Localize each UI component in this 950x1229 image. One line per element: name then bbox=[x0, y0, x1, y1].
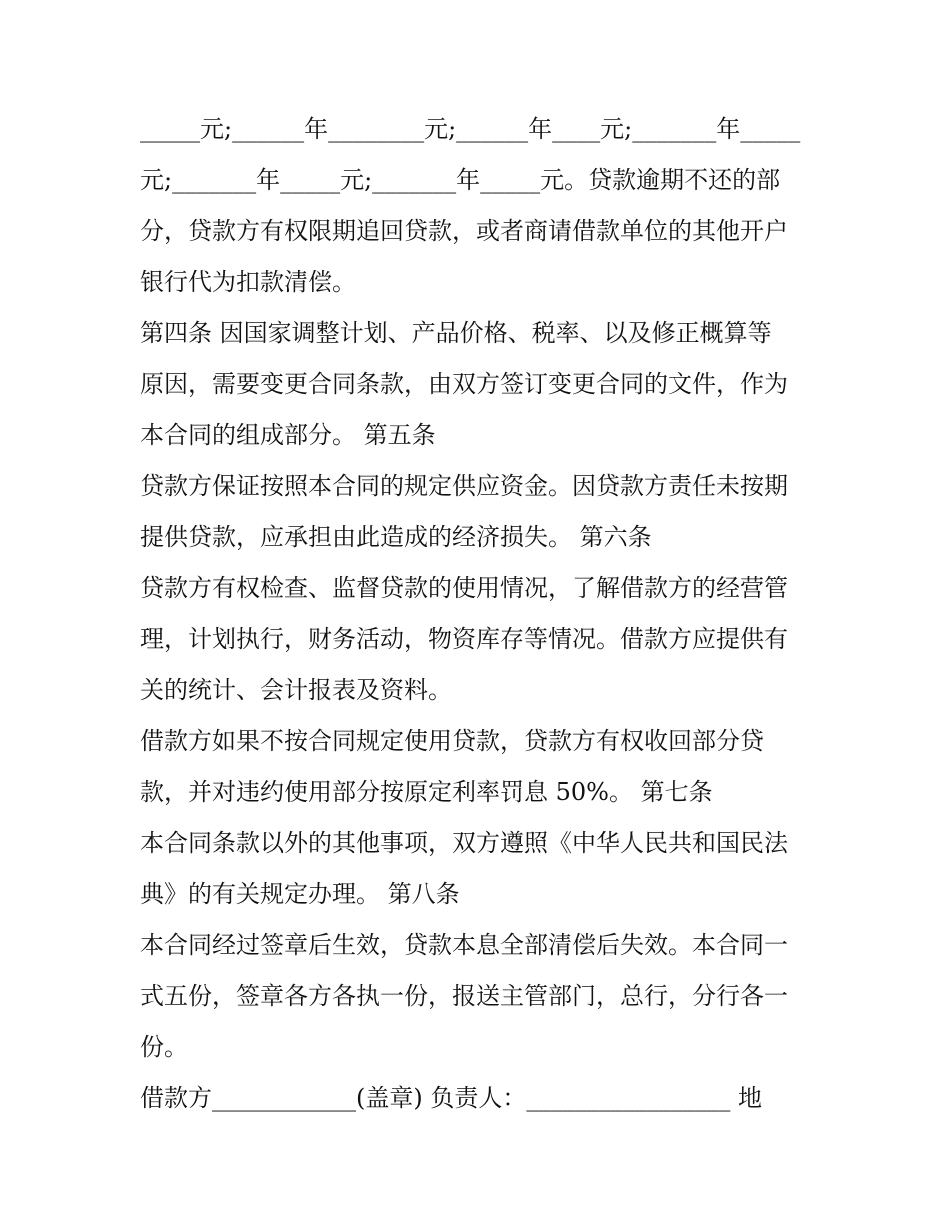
text-line: 份。 bbox=[140, 1033, 188, 1061]
text-line: 分，贷款方有权限期追回贷款，或者商请借款单位的其他开户 bbox=[140, 217, 788, 245]
text-line: 本合同条款以外的其他事项，双方遵照《中华人民共和国民法 bbox=[140, 829, 788, 857]
text-line: 关的统计、会计报表及资料。 bbox=[140, 676, 452, 704]
text-line: 第四条 因国家调整计划、产品价格、税率、以及修正概算等 bbox=[140, 319, 772, 347]
text-line: 式五份，签章各方各执一份，报送主管部门，总行，分行各一 bbox=[140, 982, 788, 1010]
signature-line: 借款方____________(盖章) 负责人：_________________ 地 bbox=[140, 1084, 762, 1112]
document-page bbox=[140, 104, 820, 1124]
text-line: 贷款方保证按照本合同的规定供应资金。因贷款方责任未按期 bbox=[140, 472, 788, 500]
text-line: 提供贷款，应承担由此造成的经济损失。 第六条 bbox=[140, 523, 652, 551]
text-line: 理，计划执行，财务活动，物资库存等情况。借款方应提供有 bbox=[140, 625, 788, 653]
text-line: 本合同的组成部分。 第五条 bbox=[140, 421, 436, 449]
text-line: 借款方如果不按合同规定使用贷款，贷款方有权收回部分贷 bbox=[140, 727, 764, 755]
text-line: 款，并对违约使用部分按原定利率罚息 50%。 第七条 bbox=[140, 778, 713, 806]
text-line: 元;_______年_____元;_______年_____元。贷款逾期不还的部 bbox=[140, 166, 781, 194]
text-line: 银行代为扣款清偿。 bbox=[140, 268, 356, 296]
text-line: _____元;______年________元;______年____元;_______年_____ bbox=[140, 115, 801, 143]
text-line: 原因，需要变更合同条款，由双方签订变更合同的文件，作为 bbox=[140, 370, 788, 398]
text-line: 本合同经过签章后生效，贷款本息全部清偿后失效。本合同一 bbox=[140, 931, 788, 959]
text-line: 贷款方有权检查、监督贷款的使用情况，了解借款方的经营管 bbox=[140, 574, 788, 602]
text-line: 典》的有关规定办理。 第八条 bbox=[140, 880, 460, 908]
